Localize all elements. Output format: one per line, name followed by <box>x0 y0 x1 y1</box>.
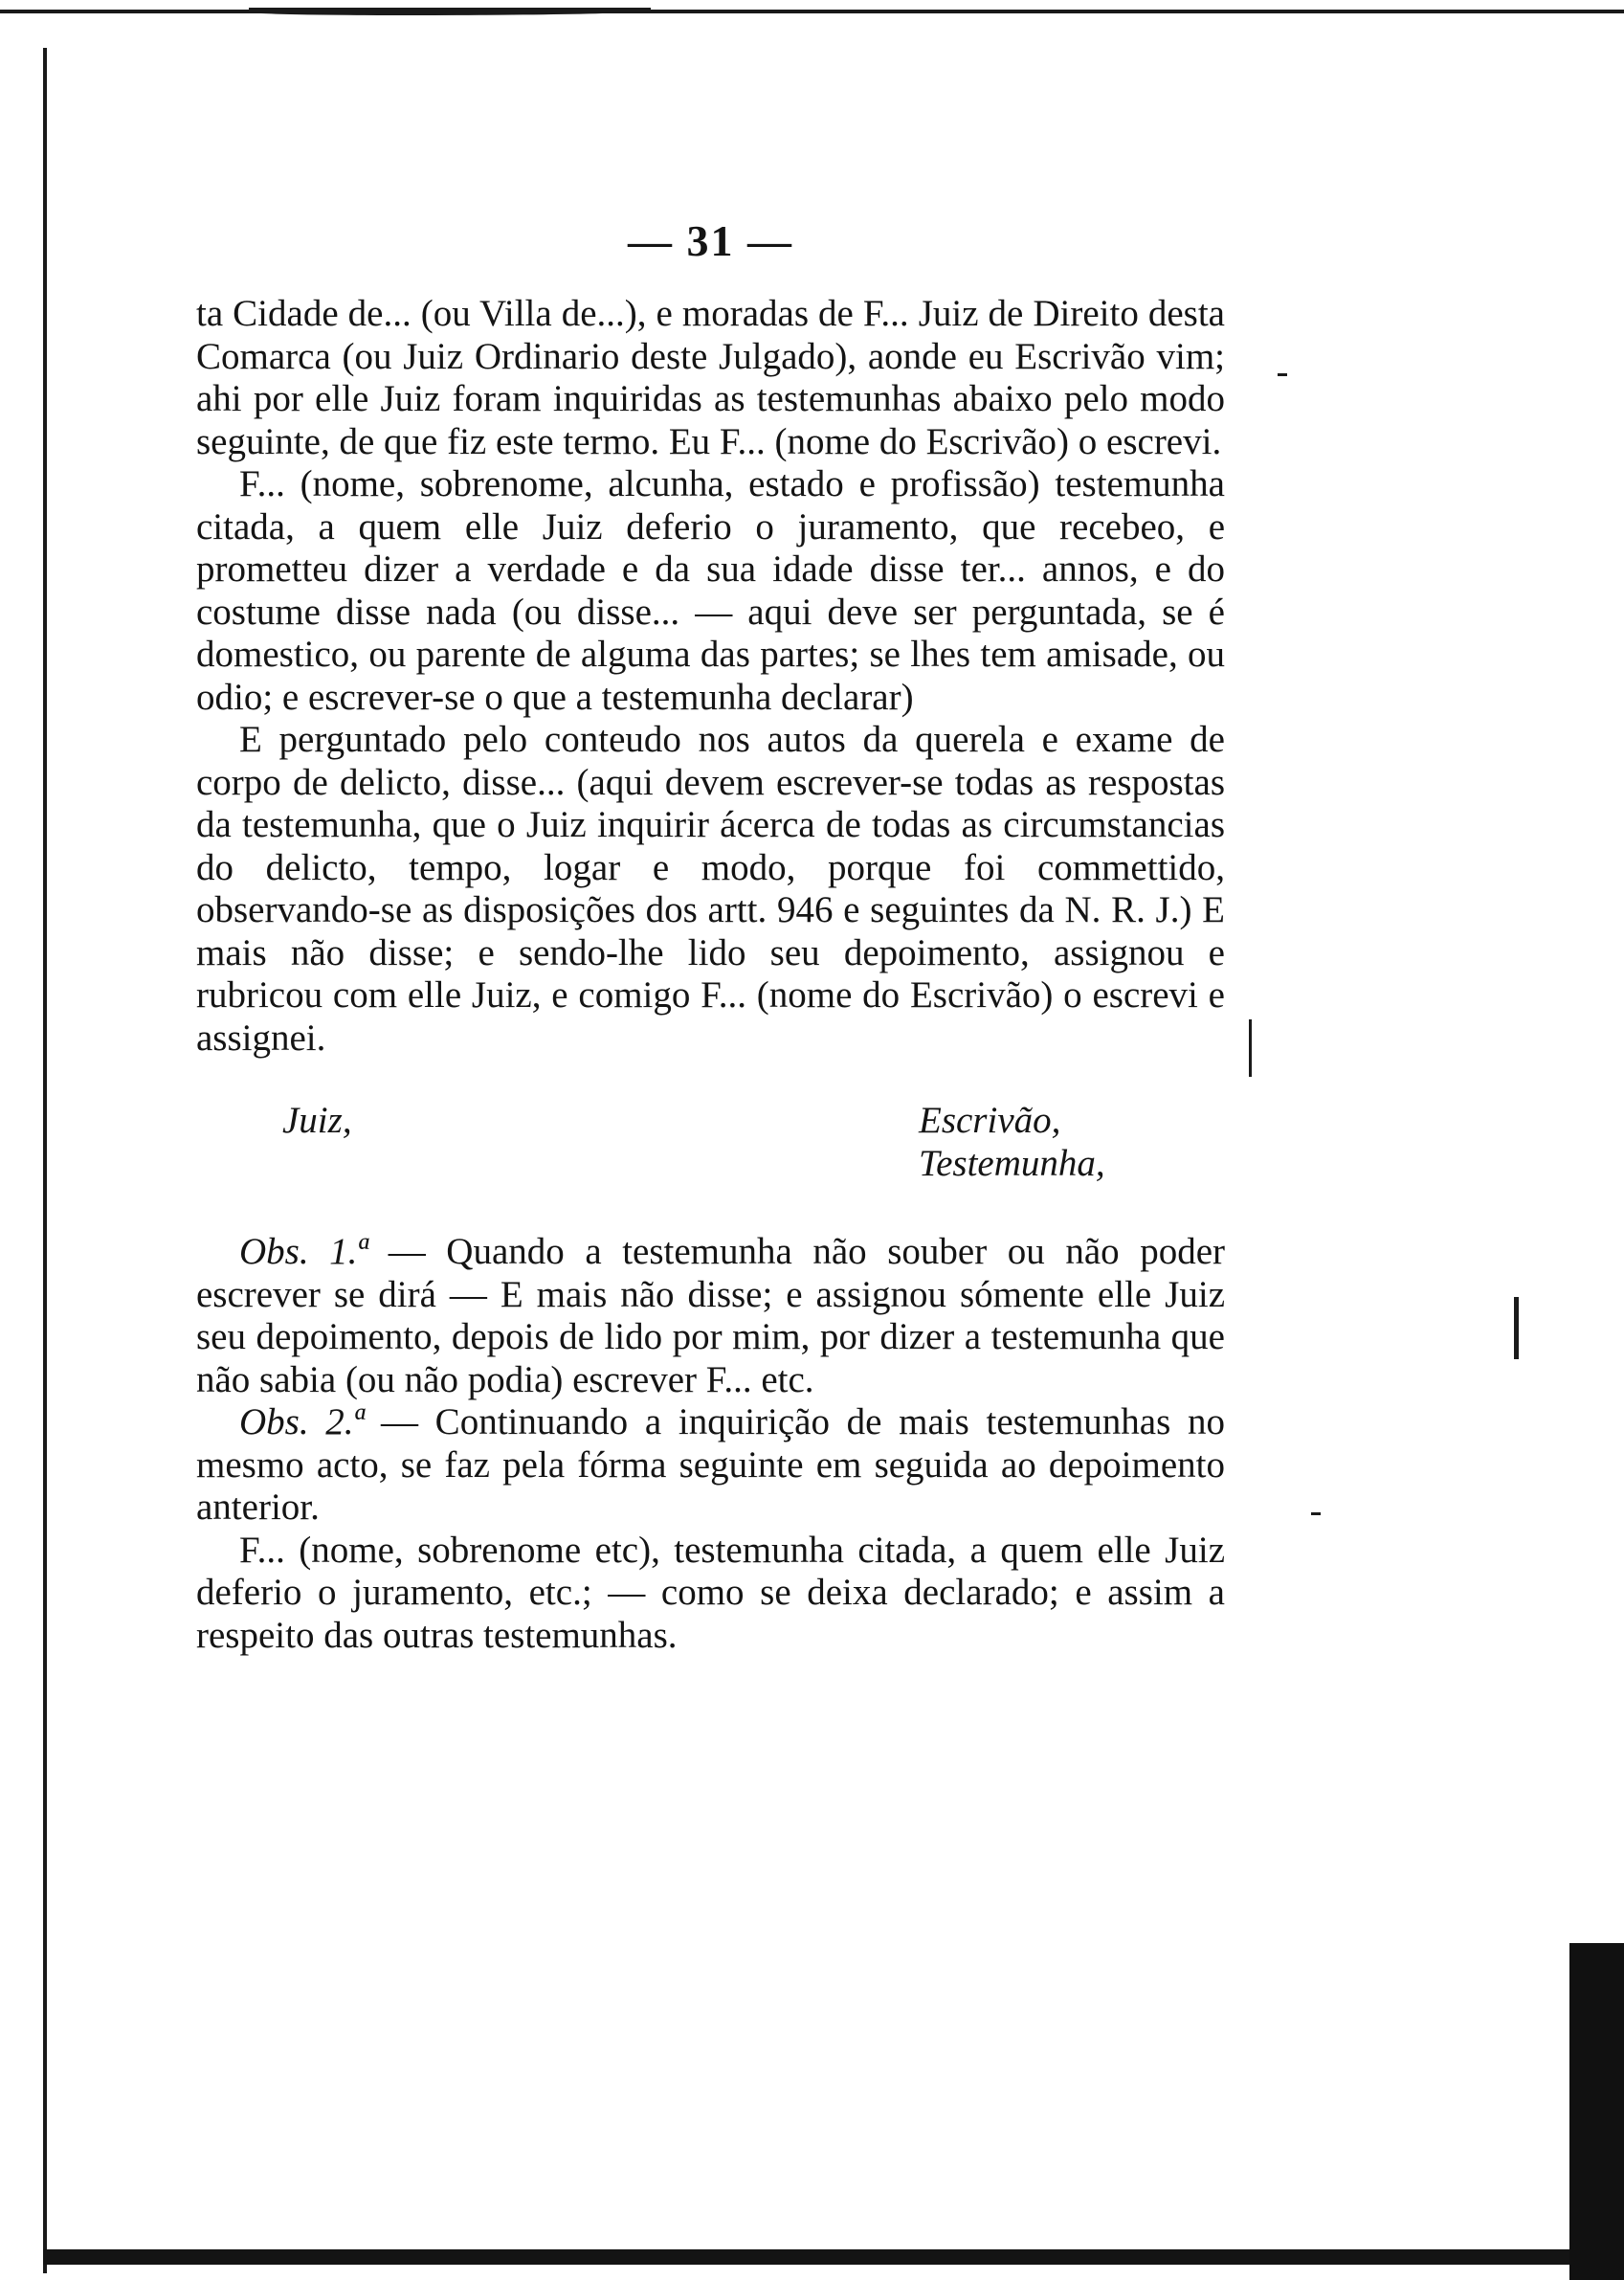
paragraph-1: ta Cidade de... (ou Villa de...), e moradas de F... Juiz de Direito desta Comarca (ou Juiz Ordinario deste Julgado), aonde eu Escrivão vim; ahi por elle Juiz foram inquiridas as testemunhas abaixo pelo modo seguinte, de que fiz este termo. Eu F... (nome do Escrivão) o escrevi. <box>196 293 1225 462</box>
final-paragraph: F... (nome, sobrenome etc), testemunha citada, a quem elle Juiz deferio o juramento, etc.; — como se deixa declarado; e assim a respeito das outras testemunhas. <box>196 1529 1225 1656</box>
observation-2-text: — Continuando a inquirição de mais testemunhas no mesmo acto, se faz pela fórma seguinte em seguida ao depoimento anterior. <box>196 1401 1225 1528</box>
observation-1-text: — Quando a testemunha não souber ou não poder escrever se dirá — E mais não disse; e assignou sómente elle Juiz seu depoimento, depois de lido por mim, por dizer a testemunha que não sabia (ou não podia) escrever F... etc. <box>196 1231 1225 1400</box>
signature-testemunha: Testemunha, <box>919 1142 1105 1184</box>
signature-block <box>196 1100 1225 1191</box>
book-page <box>196 215 1225 1657</box>
scan-speck <box>1311 1512 1321 1515</box>
observation-1-label: Obs. 1.ª <box>239 1231 368 1272</box>
observation-2-label: Obs. 2.ª <box>239 1401 365 1442</box>
observation-2 <box>196 1401 1225 1530</box>
signature-escrivao: Escrivão, <box>919 1100 1061 1141</box>
scan-speck <box>1249 1019 1252 1077</box>
scan-speck <box>1514 1297 1519 1359</box>
scan-border-bottom <box>43 2249 1624 2265</box>
scan-border-top <box>0 10 1624 13</box>
page-number: — 31 — <box>628 216 793 265</box>
paragraph-2: F... (nome, sobrenome, alcunha, estado e profissão) testemunha citada, a quem elle Juiz deferio o juramento, que recebeo, e prometteu dizer a verdade e da sua idade disse ter... annos, e do costume disse nada (ou disse... — aqui deve ser perguntada, se é domestico, ou parente de alguma das partes; se lhes tem amisade, ou odio; e escrever-se o que a testemunha declarar) <box>196 463 1225 718</box>
scan-speck <box>1278 373 1287 376</box>
scan-border-left <box>43 48 47 2273</box>
scan-border-top-smudge <box>249 8 651 15</box>
observation-1 <box>196 1231 1225 1401</box>
scan-dark-edge <box>1569 1943 1624 2280</box>
signature-escrivao-testemunha <box>919 1100 1105 1185</box>
paragraph-3: E perguntado pelo conteudo nos autos da querela e exame de corpo de delicto, disse... (aqui devem escrever-se todas as respostas da testemunha, que o Juiz inquirir ácerca de todas as circumstancias do delicto, tempo, logar e modo, porque foi commettido, observando-se as disposições dos artt. 946 e seguintes da N. R. J.) E mais não disse; e sendo-lhe lido seu depoimento, assignou e rubricou com elle Juiz, e comigo F... (nome do Escrivão) o escrevi e assignei. <box>196 719 1225 1059</box>
signature-juiz: Juiz, <box>282 1100 352 1141</box>
